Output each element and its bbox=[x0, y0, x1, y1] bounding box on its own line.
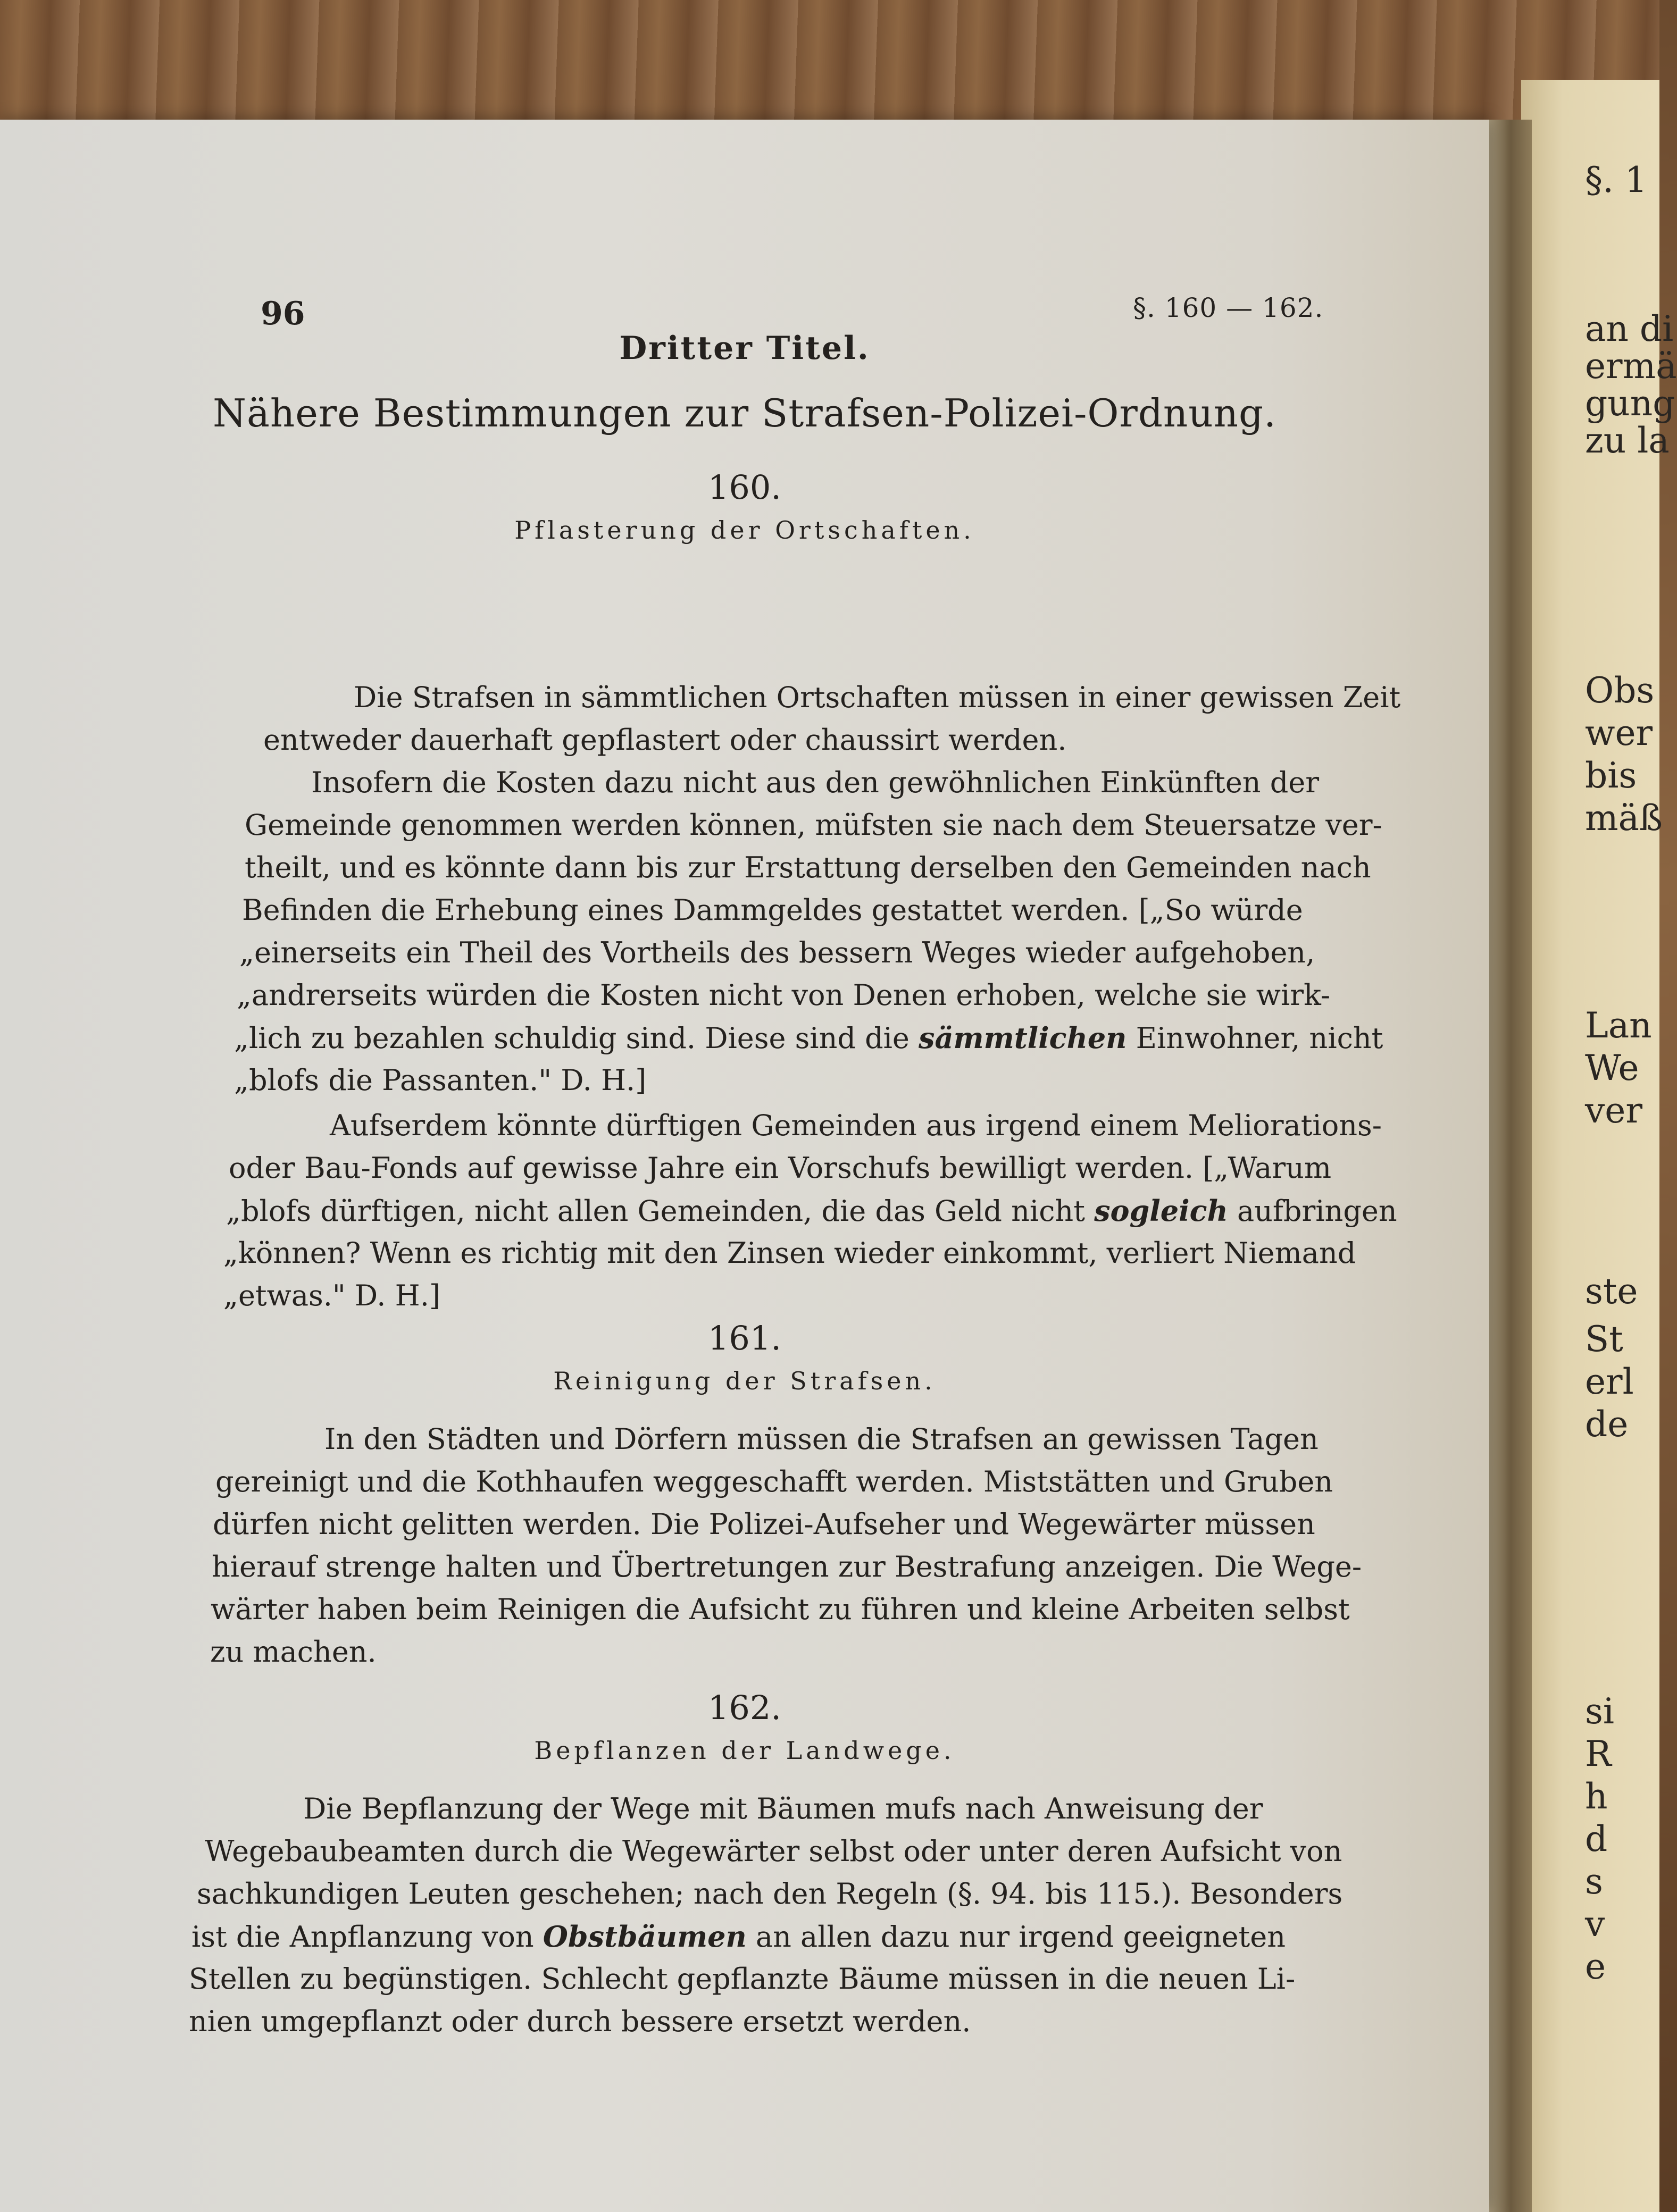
facing-page-fragment: ver bbox=[1585, 1090, 1642, 1131]
text-line bbox=[189, 1962, 1295, 1996]
facing-page-fragment: d bbox=[1585, 1819, 1608, 1859]
line-text: Einwohner, nicht bbox=[1127, 1021, 1383, 1055]
text-line bbox=[212, 1550, 1362, 1583]
line-text: „etwas." D. H.] bbox=[223, 1279, 440, 1312]
facing-page-fragment: an di bbox=[1585, 308, 1674, 349]
text-line bbox=[324, 1422, 1319, 1456]
section-heading: Bepflanzen der Landwege. bbox=[534, 1736, 955, 1765]
text-line bbox=[229, 1151, 1331, 1185]
text-line bbox=[245, 808, 1382, 842]
text-line bbox=[205, 1834, 1342, 1868]
text-line bbox=[242, 893, 1303, 927]
line-text: ist die Anpflanzung von bbox=[191, 1920, 543, 1954]
facing-page-fragment: e bbox=[1585, 1946, 1606, 1987]
section-number: 161. bbox=[707, 1319, 782, 1358]
facing-page-fragment: si bbox=[1585, 1691, 1614, 1732]
line-text: „können? Wenn es richtig mit den Zinsen wieder einkommt, verliert Niemand bbox=[223, 1236, 1356, 1270]
facing-page-fragment: h bbox=[1585, 1776, 1608, 1817]
emphasized-word: sogleich bbox=[1094, 1194, 1228, 1228]
facing-page-fragment: zu la bbox=[1585, 420, 1670, 461]
text-line bbox=[223, 1236, 1356, 1270]
text-line bbox=[234, 1063, 646, 1097]
text-line bbox=[189, 2005, 971, 2038]
line-text: an allen dazu nur irgend geeigneten bbox=[746, 1920, 1286, 1954]
line-text: „lich zu bezahlen schuldig sind. Diese sind die bbox=[234, 1021, 919, 1055]
line-text: sachkundigen Leuten geschehen; nach den Regeln (§. 94. bis 115.). Besonders bbox=[197, 1877, 1343, 1911]
text-line bbox=[197, 1877, 1342, 1911]
text-line bbox=[234, 1021, 1383, 1055]
line-text: Befinden die Erhebung eines Dammgeldes gestattet werden. [„So würde bbox=[242, 893, 1303, 927]
line-text: Die Bepflanzung der Wege mit Bäumen mufs nach Anweisung der bbox=[303, 1792, 1263, 1825]
facing-page-fragment: Obs bbox=[1585, 670, 1655, 711]
text-line bbox=[303, 1792, 1263, 1825]
line-text: Insofern die Kosten dazu nicht aus den gewöhnlichen Einkünften der bbox=[311, 766, 1320, 799]
facing-page-fragment: gung bbox=[1585, 383, 1675, 424]
section-number: 160. bbox=[707, 468, 782, 507]
text-line bbox=[311, 766, 1319, 799]
section-number: 162. bbox=[707, 1688, 782, 1727]
text-line bbox=[237, 978, 1330, 1012]
emphasized-word: sämmtlichen bbox=[919, 1021, 1127, 1055]
line-text: In den Städten und Dörfern müssen die Strafsen an gewissen Tagen bbox=[324, 1422, 1319, 1456]
facing-page-fragment: bis bbox=[1585, 755, 1637, 796]
book-page bbox=[0, 120, 1489, 2212]
wooden-table-surface bbox=[0, 0, 1659, 122]
line-text: Wegebaubeamten durch die Wegewärter selbst oder unter deren Aufsicht von bbox=[205, 1834, 1342, 1868]
facing-page-fragment: mäß bbox=[1585, 798, 1663, 839]
facing-page-fragment: v bbox=[1585, 1904, 1605, 1945]
page-content bbox=[0, 120, 1489, 2212]
line-text: entweder dauerhaft gepflastert oder chaussirt werden. bbox=[263, 723, 1067, 757]
facing-page-fragment: St bbox=[1585, 1319, 1623, 1360]
facing-page-fragment: R bbox=[1585, 1733, 1612, 1774]
line-text: „andrerseits würden die Kosten nicht von Denen erhoben, welche sie wirk- bbox=[237, 978, 1331, 1012]
text-line bbox=[223, 1279, 440, 1312]
facing-page-fragment: erl bbox=[1585, 1361, 1634, 1402]
line-text: Stellen zu begünstigen. Schlecht gepflanzte Bäume müssen in die neuen Li- bbox=[189, 1962, 1296, 1996]
book-gutter bbox=[1489, 120, 1532, 2212]
text-line bbox=[213, 1507, 1315, 1541]
facing-page-fragment: We bbox=[1585, 1048, 1639, 1088]
facing-page-fragment: ste bbox=[1585, 1271, 1638, 1312]
text-line bbox=[330, 1109, 1382, 1142]
line-text: hierauf strenge halten und Übertretungen zur Bestrafung anzeigen. Die Wege- bbox=[212, 1550, 1362, 1583]
text-line bbox=[191, 1920, 1286, 1954]
line-text: zu machen. bbox=[210, 1635, 377, 1669]
line-text: theilt, und es könnte dann bis zur Erstattung derselben den Gemeinden nach bbox=[245, 851, 1371, 884]
text-line bbox=[226, 1194, 1397, 1228]
facing-page-fragment: s bbox=[1585, 1861, 1603, 1902]
text-line bbox=[239, 936, 1315, 969]
emphasized-word: Obstbäumen bbox=[543, 1920, 747, 1954]
page-number: 96 bbox=[261, 295, 305, 332]
line-text: Die Strafsen in sämmtlichen Ortschaften müssen in einer gewissen Zeit bbox=[354, 681, 1401, 714]
section-range-header: §. 160 — 162. bbox=[1133, 292, 1324, 323]
line-text: aufbringen bbox=[1228, 1194, 1397, 1228]
text-line bbox=[215, 1465, 1333, 1498]
line-text: oder Bau-Fonds auf gewisse Jahre ein Vorschufs bewilligt werden. [„Warum bbox=[229, 1151, 1332, 1185]
line-text: dürfen nicht gelitten werden. Die Polizei-Aufseher und Wegewärter müssen bbox=[213, 1507, 1315, 1541]
line-text: gereinigt und die Kothhaufen weggeschafft werden. Miststätten und Gruben bbox=[215, 1465, 1333, 1498]
line-text: Aufserdem könnte dürftigen Gemeinden aus irgend einem Meliorations- bbox=[330, 1109, 1382, 1142]
facing-page-fragment: de bbox=[1585, 1404, 1629, 1445]
line-text: Gemeinde genommen werden können, müfsten sie nach dem Steuersatze ver- bbox=[245, 808, 1382, 842]
main-title: Nähere Bestimmungen zur Strafsen-Polizei-Ordnung. bbox=[212, 391, 1277, 435]
facing-page-fragment: wer bbox=[1585, 713, 1653, 753]
line-text: wärter haben beim Reinigen die Aufsicht zu führen und kleine Arbeiten selbst bbox=[211, 1593, 1350, 1626]
text-line bbox=[263, 723, 1066, 757]
facing-page-fragment: §. 1 bbox=[1585, 160, 1647, 200]
text-line bbox=[211, 1593, 1350, 1626]
line-text: „blofs dürftigen, nicht allen Gemeinden, die das Geld nicht bbox=[226, 1194, 1095, 1228]
line-text: nien umgepflanzt oder durch bessere ersetzt werden. bbox=[189, 2005, 971, 2038]
facing-page-fragment: Lan bbox=[1585, 1005, 1652, 1046]
facing-page bbox=[1521, 80, 1677, 2212]
facing-page-fragment: ermä bbox=[1585, 346, 1677, 387]
line-text: „blofs die Passanten." D. H.] bbox=[234, 1063, 647, 1097]
line-text: „einerseits ein Theil des Vortheils des bessern Weges wieder aufgehoben, bbox=[239, 936, 1315, 969]
text-line bbox=[245, 851, 1371, 884]
section-heading: Pflasterung der Ortschaften. bbox=[514, 516, 975, 544]
text-line bbox=[210, 1635, 377, 1669]
section-heading: Reinigung der Strafsen. bbox=[553, 1367, 936, 1395]
part-title: Dritter Titel. bbox=[619, 330, 870, 367]
text-line bbox=[354, 681, 1400, 714]
